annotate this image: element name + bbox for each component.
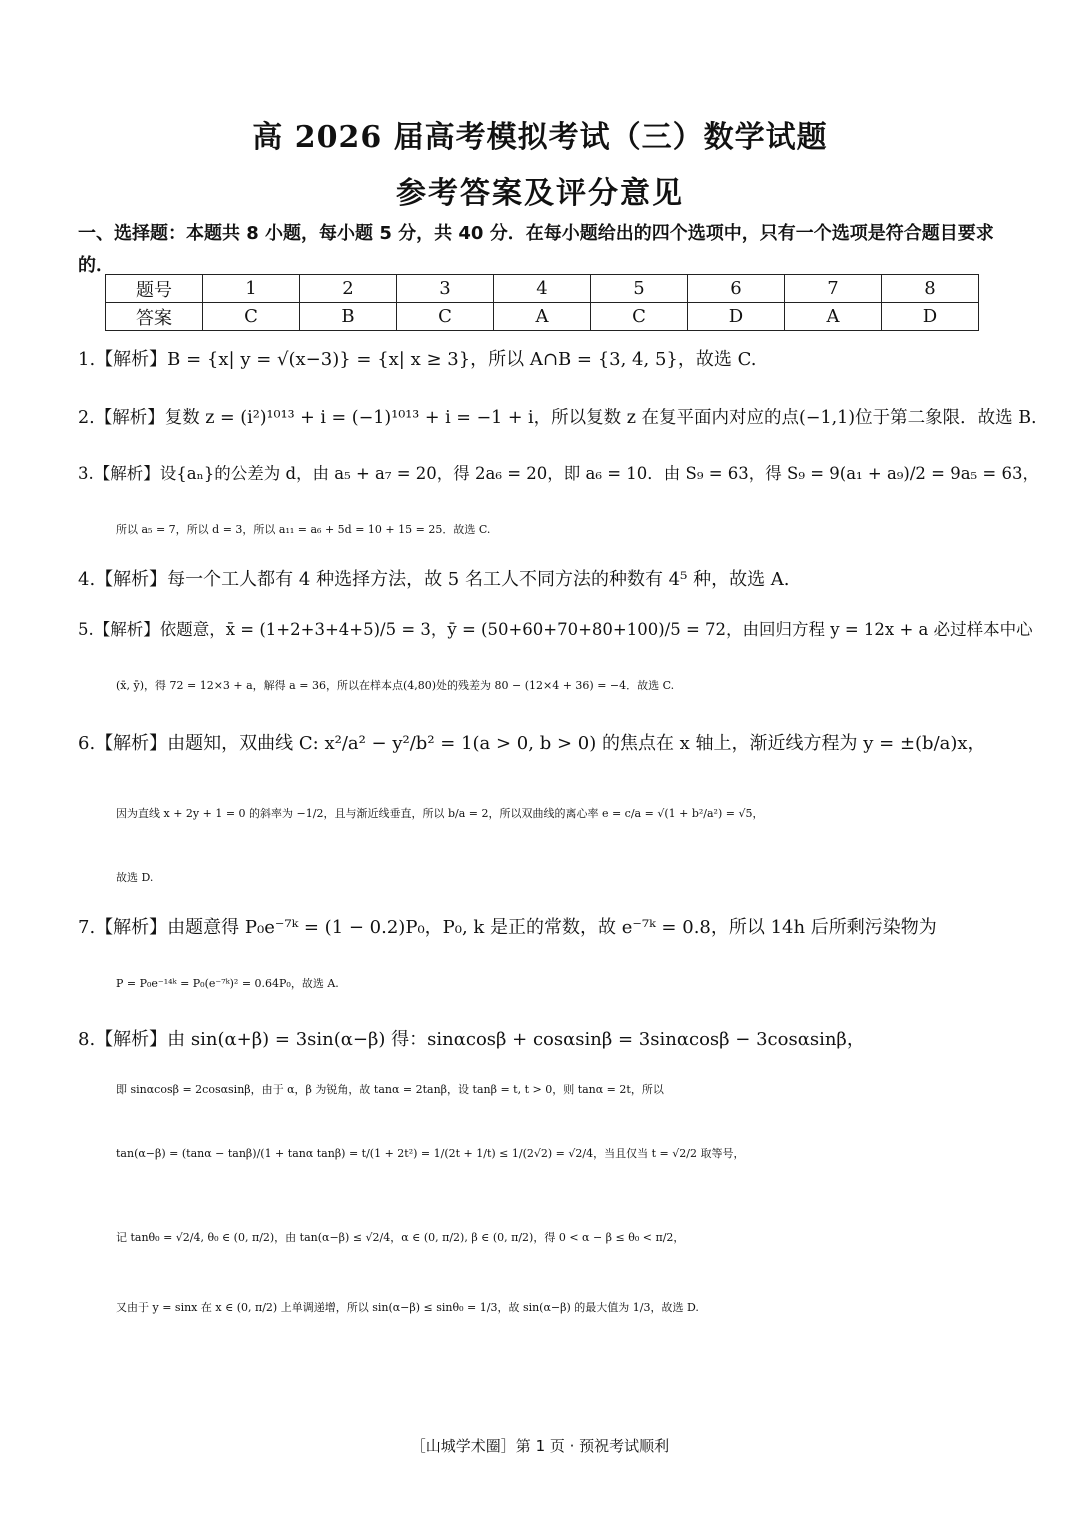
solution-line-q4: 4.【解析】每一个工人都有 4 种选择方法，故 5 名工人不同方法的种数有 4⁵ 种，故选 A. xyxy=(78,569,790,590)
row-label: 答案 xyxy=(106,303,203,331)
table-cell: D xyxy=(882,303,979,331)
solution-line-q6: 因为直线 x + 2y + 1 = 0 的斜率为 −1/2，且与渐近线垂直，所以 b/a = 2，所以双曲线的离心率 e = c/a = √(1 + b²/a²) = √5， xyxy=(116,807,764,820)
solution-line-q8: tan(α−β) = (tanα − tanβ)/(1 + tanα tanβ) = t/(1 + 2t²) = 1/(2t + 1/t) ≤ 1/(2√2) = √2/4，当且仅当 t = √2/2 取等号， xyxy=(116,1147,745,1160)
solution-line-q5: (x̄, ȳ)，得 72 = 12×3 + a，解得 a = 36，所以在样本点(4,80)处的残差为 80 − (12×4 + 36) = −4．故选 C. xyxy=(116,679,675,692)
solution-line-q8: 记 tanθ₀ = √2/4, θ₀ ∈ (0, π/2)，由 tan(α−β) ≤ √2/4，α ∈ (0, π/2), β ∈ (0, π/2)，得 0 < α − β ≤ θ₀ < π/2， xyxy=(116,1231,685,1244)
table-cell: C xyxy=(203,303,300,331)
table-cell: 1 xyxy=(203,275,300,303)
solution-line-q6: 故选 D. xyxy=(116,871,154,884)
table-cell: 4 xyxy=(494,275,591,303)
table-cell: C xyxy=(591,303,688,331)
solution-line-q7: P = P₀e⁻¹⁴ᵏ = P₀(e⁻⁷ᵏ)² = 0.64P₀，故选 A. xyxy=(116,977,339,990)
page-subtitle: 参考答案及评分意见 xyxy=(396,176,684,211)
row-label: 题号 xyxy=(106,275,203,303)
table-cell: D xyxy=(688,303,785,331)
solution-line-q7: 7.【解析】由题意得 P₀e⁻⁷ᵏ = (1 − 0.2)P₀，P₀, k 是正的常数，故 e⁻⁷ᵏ = 0.8，所以 14h 后所剩污染物为 xyxy=(78,917,937,938)
table-cell: A xyxy=(494,303,591,331)
solution-line-q3: 所以 a₅ = 7，所以 d = 3，所以 a₁₁ = a₆ + 5d = 10 + 15 = 25．故选 C. xyxy=(116,523,491,536)
solution-line-q3: 3.【解析】设{aₙ}的公差为 d，由 a₅ + a₇ = 20，得 2a₆ = 20，即 a₆ = 10．由 S₉ = 63，得 S₉ = 9(a₁ + a₉)/2 = 9a₅ = 63， xyxy=(78,464,1039,483)
solution-line-q1: 1.【解析】B = {x| y = √(x−3)} = {x| x ≥ 3}，所以 A∩B = {3, 4, 5}，故选 C. xyxy=(78,349,757,370)
solution-line-q6: 6.【解析】由题知，双曲线 C: x²/a² − y²/b² = 1(a > 0, b > 0) 的焦点在 x 轴上，渐近线方程为 y = ±(b/a)x， xyxy=(78,733,986,754)
table-cell: A xyxy=(785,303,882,331)
solution-line-q8: 又由于 y = sinx 在 x ∈ (0, π/2) 上单调递增，所以 sin(α−β) ≤ sinθ₀ = 1/3，故 sin(α−β) 的最大值为 1/3，故选 D. xyxy=(116,1301,699,1314)
solution-line-q8: 即 sinαcosβ = 2cosαsinβ，由于 α，β 为锐角，故 tanα = 2tanβ，设 tanβ = t, t > 0，则 tanα = 2t，所以 xyxy=(116,1083,664,1096)
table-cell: 8 xyxy=(882,275,979,303)
solution-line-q2: 2.【解析】复数 z = (i²)¹⁰¹³ + i = (−1)¹⁰¹³ + i = −1 + i，所以复数 z 在复平面内对应的点(−1,1)位于第二象限．故选 B. xyxy=(78,408,1037,428)
page-footer: ［山城学术圈］第 1 页 · 预祝考试顺利 xyxy=(410,1437,670,1455)
table-row xyxy=(106,303,979,331)
page-title: 高 2026 届高考模拟考试（三）数学试题 xyxy=(252,120,828,155)
table-cell: 7 xyxy=(785,275,882,303)
table-cell: C xyxy=(397,303,494,331)
table-cell: 3 xyxy=(397,275,494,303)
section-heading: 一、选择题：本题共 8 小题，每小题 5 分，共 40 分．在每小题给出的四个选项中，只有一个选项是符合题目要求的． xyxy=(78,223,994,276)
table-row xyxy=(106,275,979,303)
solution-line-q8: 8.【解析】由 sin(α+β) = 3sin(α−β) 得：sinαcosβ + cosαsinβ = 3sinαcosβ − 3cosαsinβ， xyxy=(78,1029,865,1050)
table-cell: 2 xyxy=(300,275,397,303)
answer-table xyxy=(105,274,979,331)
solution-line-q5: 5.【解析】依题意，x̄ = (1+2+3+4+5)/5 = 3，ȳ = (50+60+70+80+100)/5 = 72，由回归方程 y = 12x + a 必过样本中心 xyxy=(78,620,1033,639)
table-cell: 5 xyxy=(591,275,688,303)
table-cell: 6 xyxy=(688,275,785,303)
table-cell: B xyxy=(300,303,397,331)
